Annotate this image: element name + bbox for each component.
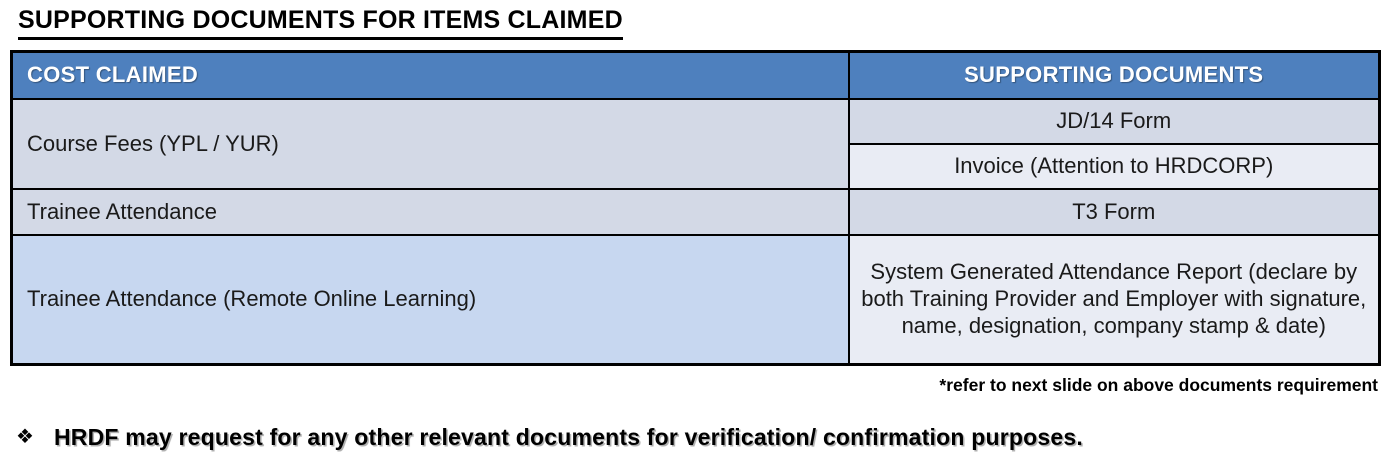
column-header-cost-claimed: COST CLAIMED: [12, 52, 849, 99]
table-row: [12, 189, 1380, 235]
cell-t3-form: T3 Form: [849, 189, 1380, 235]
bullet-note-text: HRDF may request for any other relevant documents for verification/ confirmation purposes.: [54, 424, 1083, 450]
cell-invoice: Invoice (Attention to HRDCORP): [849, 144, 1380, 189]
cell-jd14-form: JD/14 Form: [849, 99, 1380, 144]
bullet-note: [10, 422, 1378, 452]
cell-system-generated-attendance-report: System Generated Attendance Report (declare by both Training Provider and Employer with signature, name, designation, company stamp & date): [849, 235, 1380, 365]
table-row: [12, 235, 1380, 365]
table-row: [12, 99, 1380, 144]
cell-trainee-attendance-remote-online-learning: Trainee Attendance (Remote Online Learning): [12, 235, 849, 365]
table-header-row: [12, 52, 1380, 99]
footnote-refer-next-slide: *refer to next slide on above documents requirement: [939, 375, 1378, 395]
diamond-bullet-icon: ❖: [16, 426, 34, 448]
supporting-documents-table: [10, 50, 1381, 366]
cell-trainee-attendance: Trainee Attendance: [12, 189, 849, 235]
column-header-supporting-documents: SUPPORTING DOCUMENTS: [849, 52, 1380, 99]
cell-course-fees: Course Fees (YPL / YUR): [12, 99, 849, 189]
page-title: SUPPORTING DOCUMENTS FOR ITEMS CLAIMED: [18, 6, 623, 40]
